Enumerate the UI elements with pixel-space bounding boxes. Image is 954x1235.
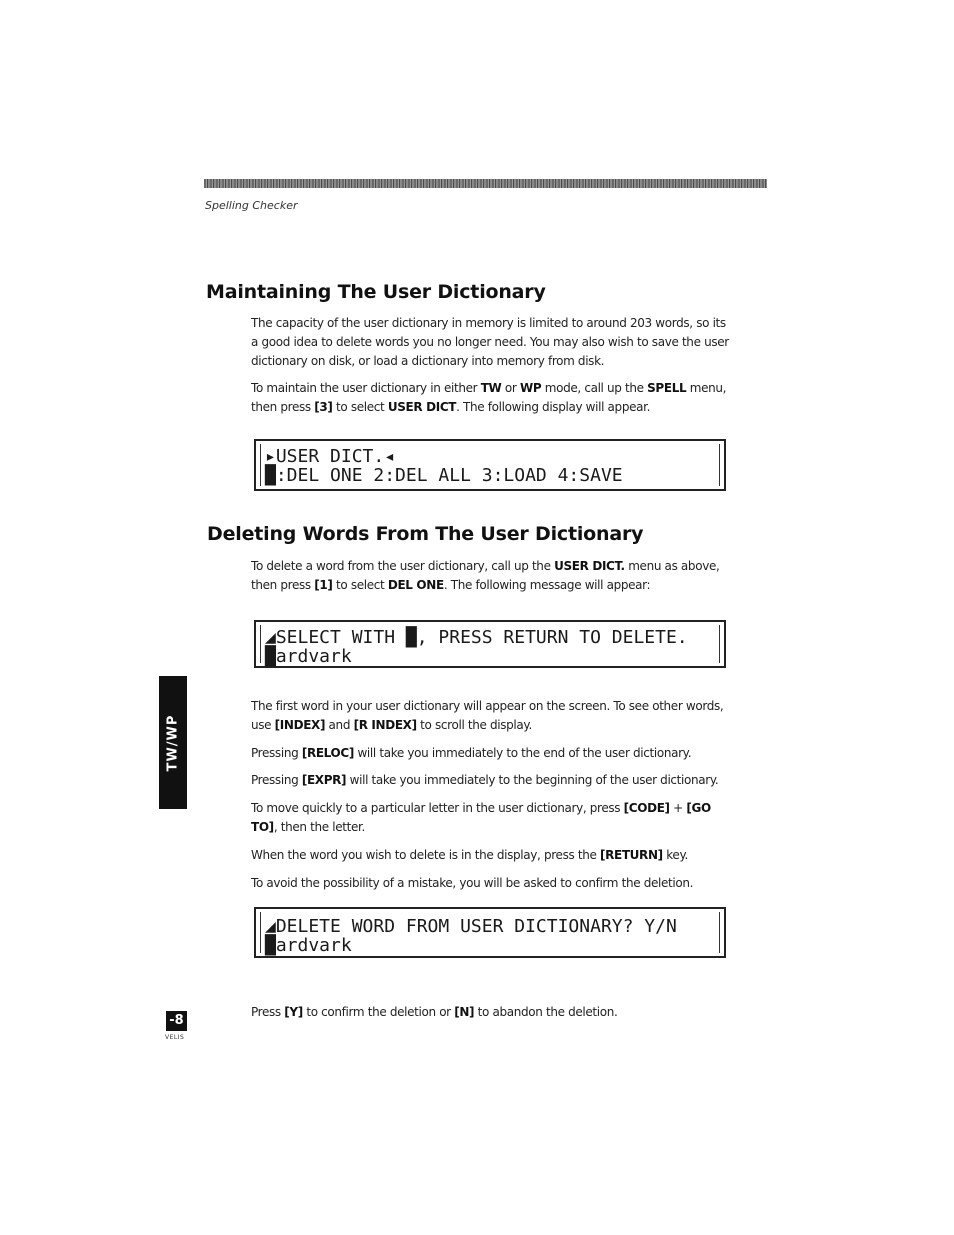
heading-deleting: Deleting Words From The User Dictionary: [207, 523, 644, 545]
footer-mark: VELIS: [165, 1034, 185, 1041]
paragraph-maintain: To maintain the user dictionary in either TW or WP mode, call up the SPELL menu, then press [3] to select USER DICT. The following display will appear.: [251, 381, 727, 414]
paragraph-capacity: The capacity of the user dictionary in memory is limited to around 203 words, so its a good idea to delete words you no longer need. You may also wish to save the user dictionary on disk, or load a dictionary into memory from disk.: [251, 316, 729, 368]
lcd-line-2: █:DEL ONE 2:DEL ALL 3:LOAD 4:SAVE: [265, 465, 623, 486]
paragraph-expr: Pressing [EXPR] will take you immediately to the beginning of the user dictionary.: [251, 773, 719, 787]
lcd-line-2: █ardvark: [265, 646, 352, 667]
lcd-line-1: ▸USER DICT.◂: [265, 446, 396, 467]
paragraph-reloc: Pressing [RELOC] will take you immediately to the end of the user dictionary.: [251, 746, 692, 760]
lcd-display-select: [254, 620, 726, 668]
paragraph-delete-intro: To delete a word from the user dictionary, call up the USER DICT. menu as above, then press [1] to select DEL ONE. The following message will appear:: [251, 559, 720, 592]
paragraph-first-word: The first word in your user dictionary will appear on the screen. To see other words, use [INDEX] and [R INDEX] to scroll the display.: [251, 699, 724, 732]
paragraph-press-y: Press [Y] to confirm the deletion or [N] to abandon the deletion.: [251, 1005, 618, 1019]
lcd-line-1: ◢SELECT WITH █, PRESS RETURN TO DELETE.: [265, 627, 688, 648]
chapter-tab-label: TW/WP: [165, 714, 181, 771]
lcd-display-delete: [254, 907, 726, 958]
lcd-line-1: ◢DELETE WORD FROM USER DICTIONARY? Y/N: [265, 916, 677, 937]
paragraph-goto: To move quickly to a particular letter in the user dictionary, press [CODE] + [GO TO], then the letter.: [251, 801, 711, 834]
running-head: Spelling Checker: [205, 199, 298, 212]
paragraph-return: When the word you wish to delete is in the display, press the [RETURN] key.: [251, 848, 688, 862]
lcd-display-user-dict: [254, 439, 726, 491]
lcd-line-2: █ardvark: [265, 935, 352, 956]
header-rule: [204, 179, 767, 188]
chapter-tab: [159, 676, 187, 809]
page-number: -8: [166, 1011, 187, 1031]
paragraph-confirm: To avoid the possibility of a mistake, you will be asked to confirm the deletion.: [251, 876, 694, 890]
heading-maintaining: Maintaining The User Dictionary: [206, 281, 546, 303]
